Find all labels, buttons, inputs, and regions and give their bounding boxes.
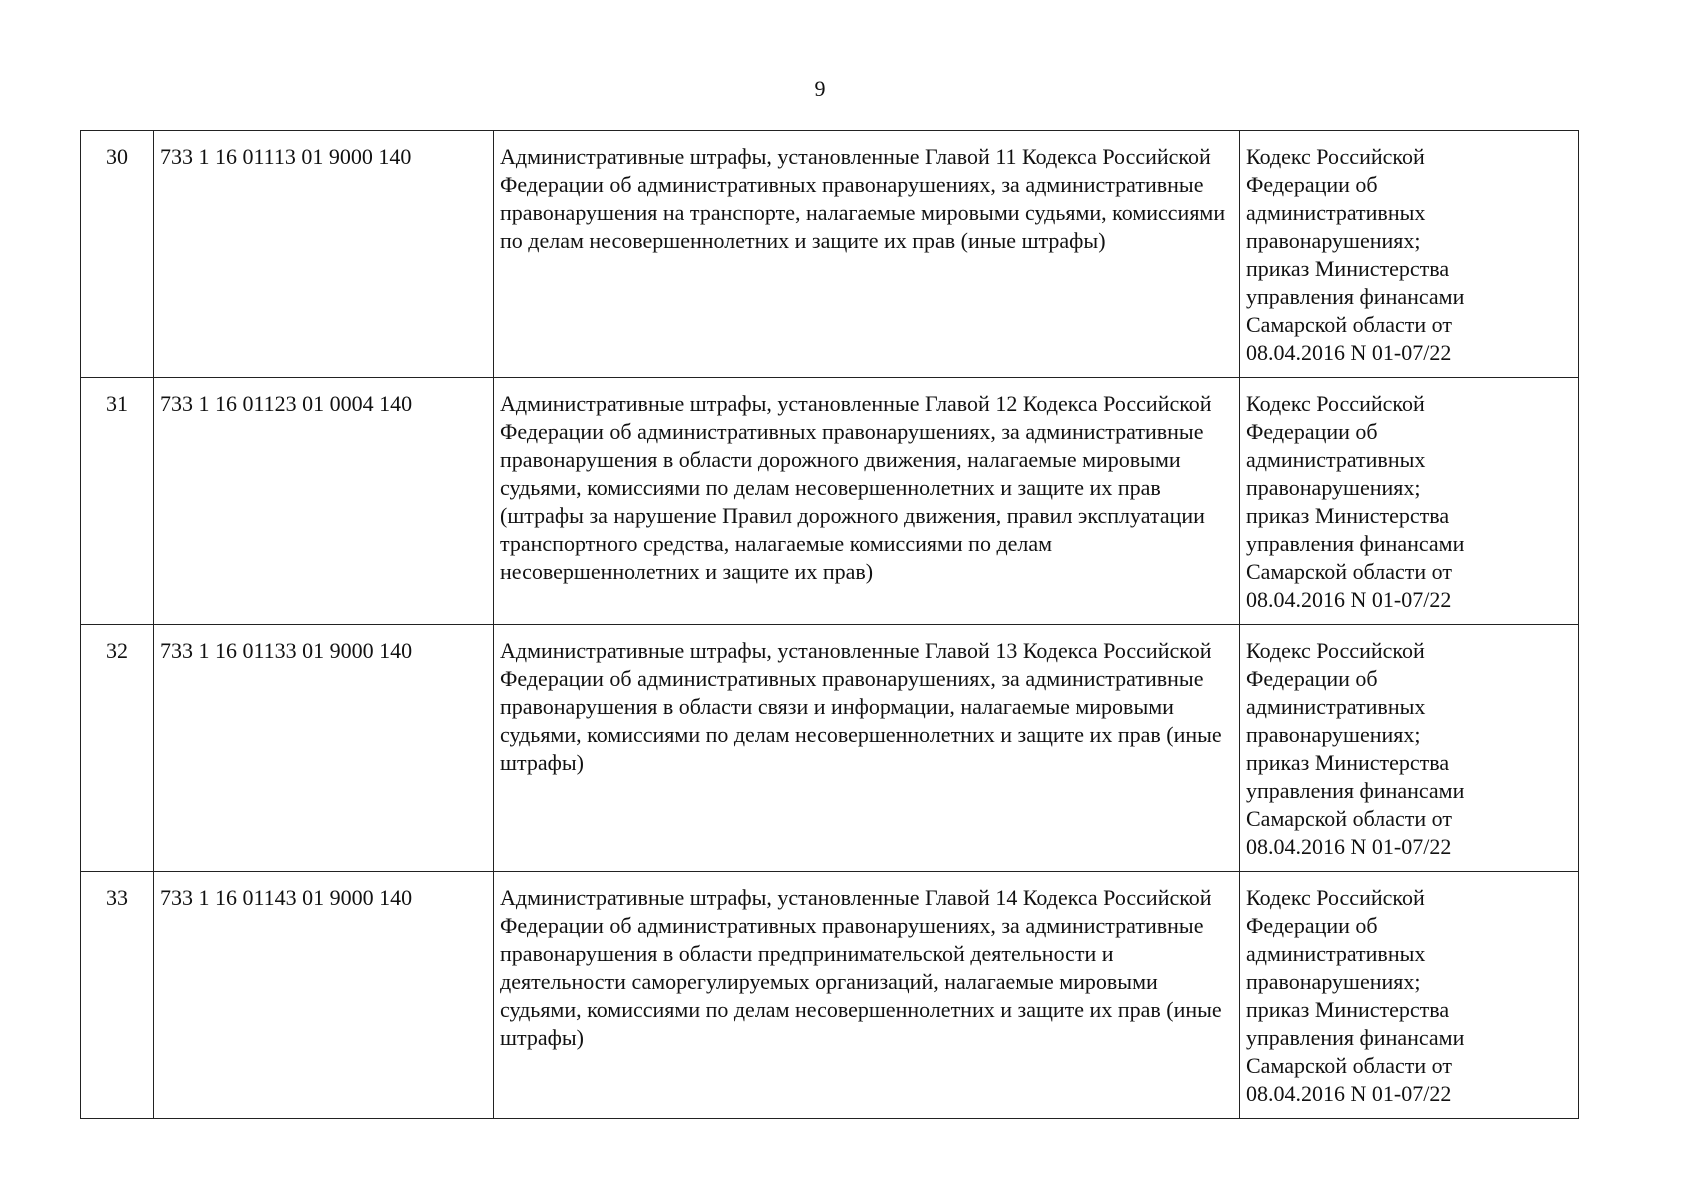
budget-code: 733 1 16 01143 01 9000 140 [154,872,494,1119]
table-row [81,625,1579,872]
legal-basis-line: 08.04.2016 N 01-07/22 [1246,340,1452,365]
legal-basis [1240,625,1579,872]
legal-basis-line: управления финансами [1246,531,1465,556]
legal-basis-line: правонарушениях; [1246,475,1421,500]
legal-basis-line: Самарской области от [1246,1053,1452,1078]
fee-description: Административные штрафы, установленные Главой 13 Кодекса Российской Федерации об административных правонарушениях, за административные правонарушения в области связи и информации, налагаемые мировыми судьями, комиссиями по делам несовершеннолетних и защите их прав (иные штрафы) [494,625,1240,872]
legal-basis-line: приказ Министерства [1246,997,1450,1022]
fee-description: Административные штрафы, установленные Главой 12 Кодекса Российской Федерации об административных правонарушениях, за административные правонарушения в области дорожного движения, налагаемые мировыми судьями, комиссиями по делам несовершеннолетних и защите их прав (штрафы за нарушение Правил дорожного движения, правил эксплуатации транспортного средства, налагаемые комиссиями по делам несовершеннолетних и защите их прав) [494,378,1240,625]
legal-basis-line: Федерации об [1246,913,1378,938]
fee-description: Административные штрафы, установленные Главой 11 Кодекса Российской Федерации об административных правонарушениях, за административные правонарушения на транспорте, налагаемые мировыми судьями, комиссиями по делам несовершеннолетних и защите их прав (иные штрафы) [494,131,1240,378]
legal-basis-line: Самарской области от [1246,312,1452,337]
legal-basis-line: административных [1246,447,1426,472]
legal-basis-line: Кодекс Российской [1246,144,1425,169]
legal-basis-line: приказ Министерства [1246,503,1450,528]
legal-basis-line: приказ Министерства [1246,750,1450,775]
budget-code: 733 1 16 01123 01 0004 140 [154,378,494,625]
legal-basis-line: Кодекс Российской [1246,391,1425,416]
legal-basis-line: правонарушениях; [1246,722,1421,747]
legal-basis-line: Самарской области от [1246,806,1452,831]
legal-basis-line: Федерации об [1246,172,1378,197]
fee-description: Административные штрафы, установленные Главой 14 Кодекса Российской Федерации об административных правонарушениях, за административные правонарушения в области предпринимательской деятельности и деятельности саморегулируемых организаций, налагаемые мировыми судьями, комиссиями по делам несовершеннолетних и защите их прав (иные штрафы) [494,872,1240,1119]
legal-basis-line: Кодекс Российской [1246,638,1425,663]
page-number: 9 [814,76,826,101]
budget-code: 733 1 16 01133 01 9000 140 [154,625,494,872]
fees-table [80,130,1579,1119]
table-row [81,872,1579,1119]
row-number: 31 [81,378,154,625]
legal-basis-line: приказ Министерства [1246,256,1450,281]
legal-basis-line: 08.04.2016 N 01-07/22 [1246,1081,1452,1106]
legal-basis-line: 08.04.2016 N 01-07/22 [1246,834,1452,859]
legal-basis [1240,378,1579,625]
legal-basis-line: управления финансами [1246,1025,1465,1050]
legal-basis-line: Федерации об [1246,666,1378,691]
budget-code: 733 1 16 01113 01 9000 140 [154,131,494,378]
row-number: 33 [81,872,154,1119]
legal-basis-line: управления финансами [1246,778,1465,803]
legal-basis-line: правонарушениях; [1246,228,1421,253]
row-number: 30 [81,131,154,378]
legal-basis-line: правонарушениях; [1246,969,1421,994]
legal-basis-line: Самарской области от [1246,559,1452,584]
row-number: 32 [81,625,154,872]
legal-basis-line: управления финансами [1246,284,1465,309]
legal-basis-line: Федерации об [1246,419,1378,444]
table-row [81,131,1579,378]
legal-basis-line: административных [1246,694,1426,719]
table-row [81,378,1579,625]
legal-basis [1240,131,1579,378]
legal-basis [1240,872,1579,1119]
legal-basis-line: Кодекс Российской [1246,885,1425,910]
legal-basis-line: административных [1246,941,1426,966]
legal-basis-line: административных [1246,200,1426,225]
legal-basis-line: 08.04.2016 N 01-07/22 [1246,587,1452,612]
